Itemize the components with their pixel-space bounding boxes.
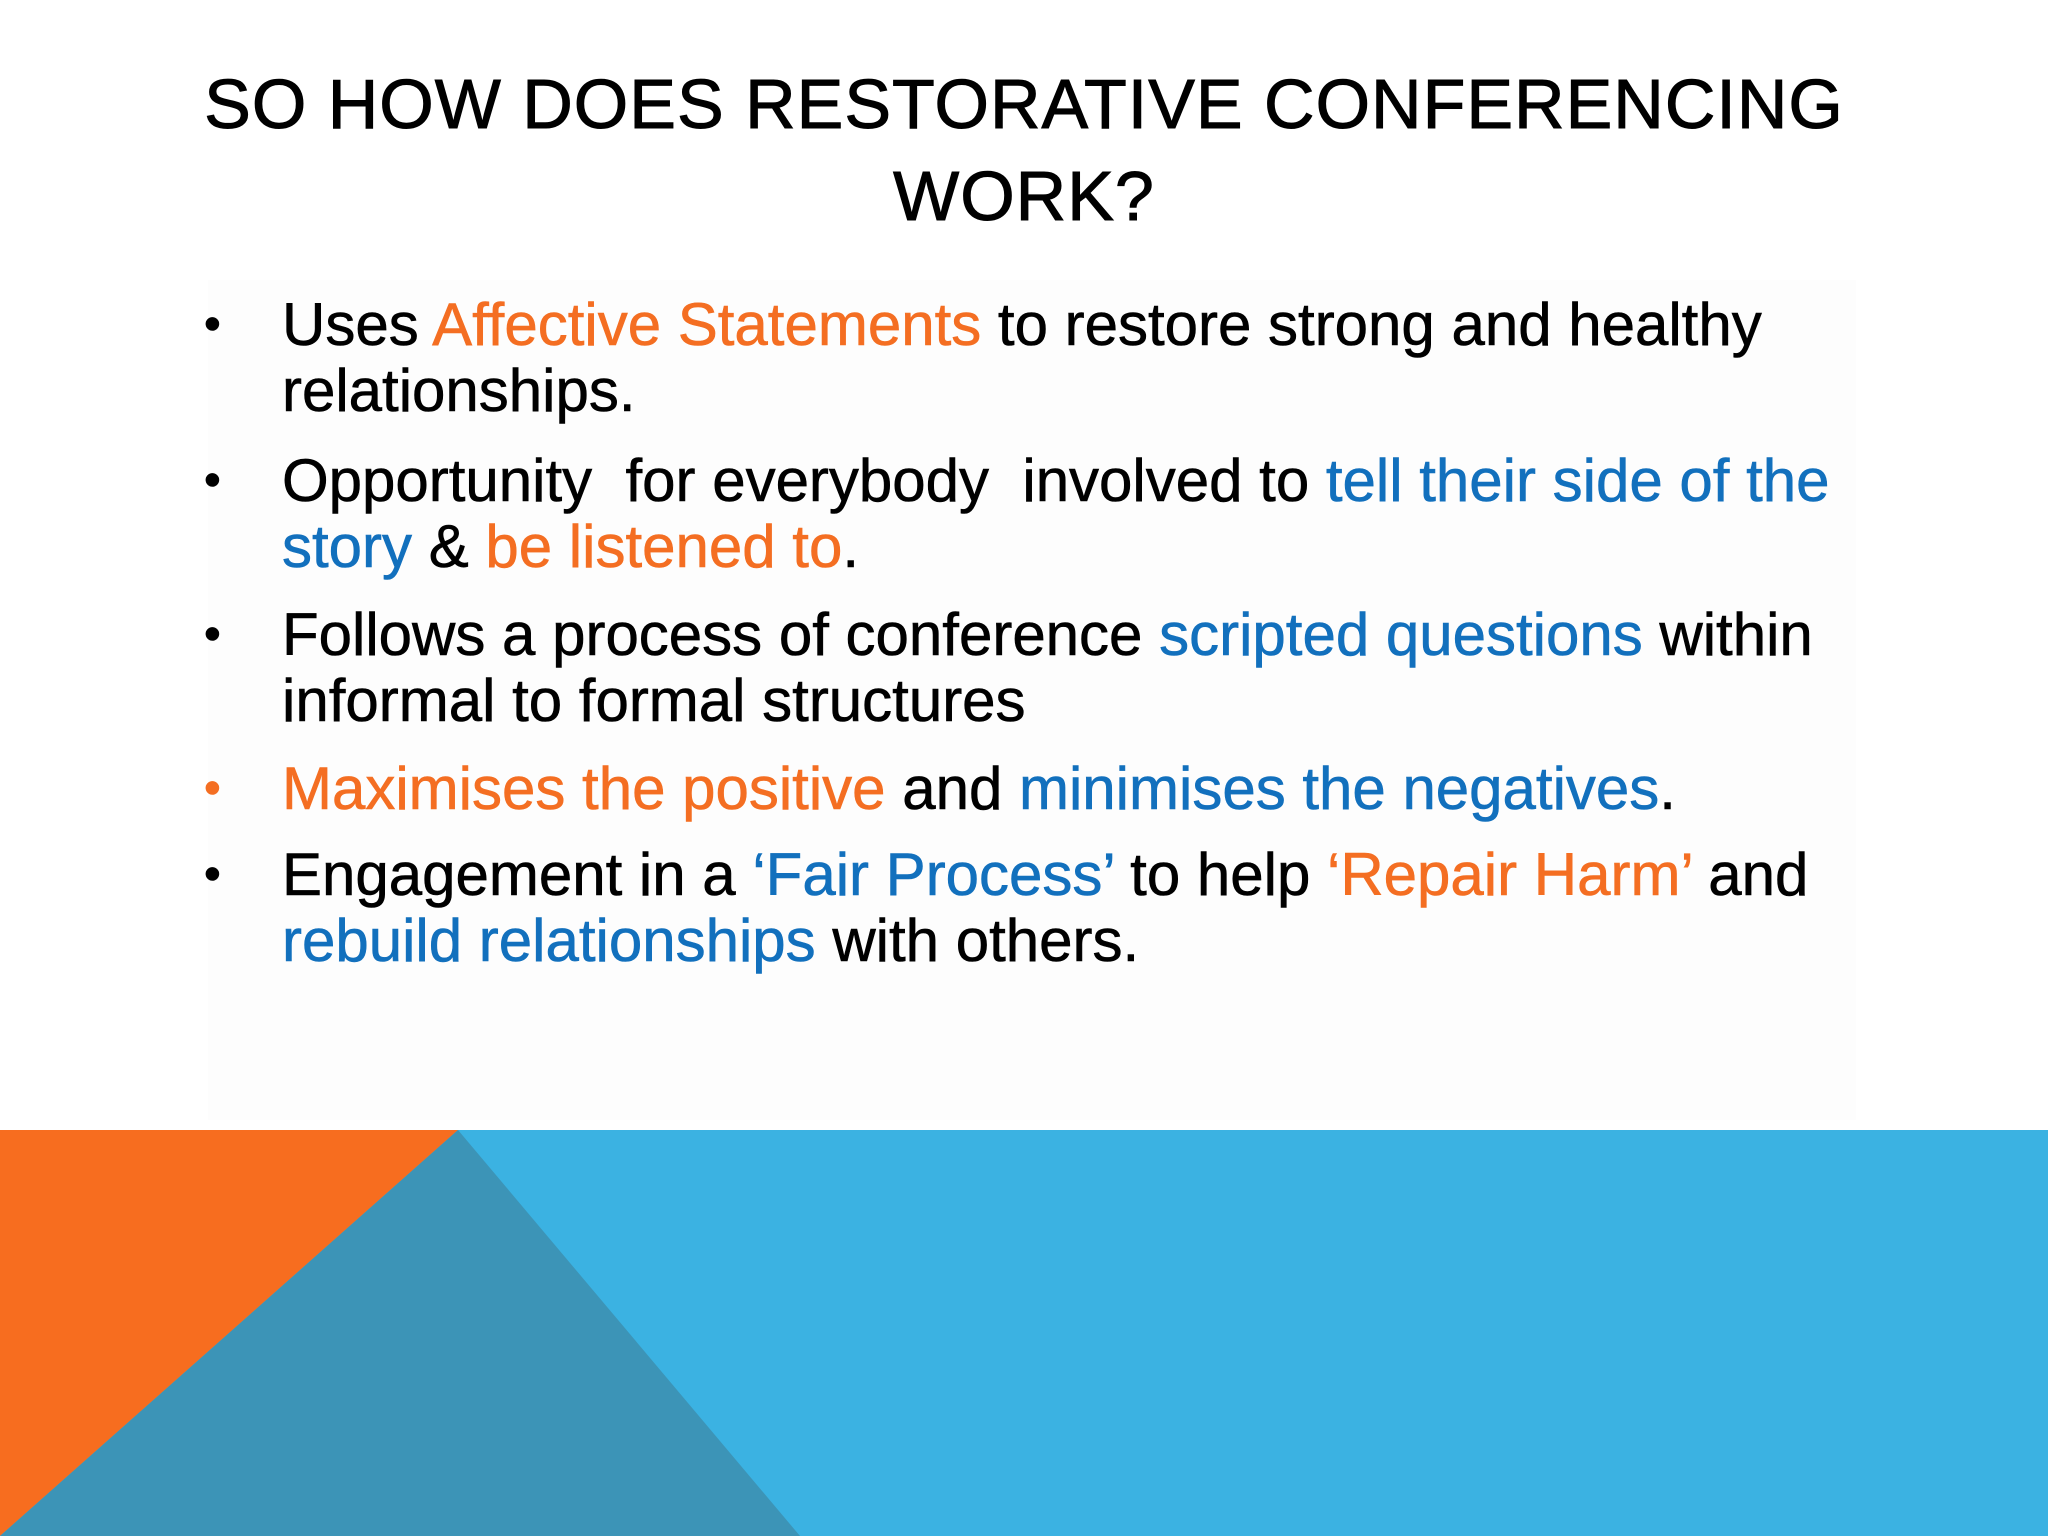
highlight-scripted-questions: scripted questions: [1159, 601, 1643, 668]
bullet-text-segment: Engagement in a: [282, 841, 753, 908]
bullet-text-segment: .: [1659, 755, 1676, 822]
highlight-fair-process: ‘Fair Process’: [752, 841, 1114, 908]
highlight-be-listened-to: be listened to: [485, 513, 843, 580]
bullet-dot: •: [204, 298, 221, 351]
bullet-text-segment: Uses: [282, 291, 433, 358]
bullet-text-segment: Follows a process of conference: [282, 601, 1160, 668]
bullet-text-segment: within informal to formal structures: [282, 601, 1813, 734]
highlight-rebuild-relationships: rebuild relationships: [282, 907, 816, 974]
bullet-dot: •: [204, 762, 221, 815]
slide-title: SO HOW DOES RESTORATIVE CONFERENCING WORK?: [204, 65, 1844, 235]
bullet-text-segment: and: [1691, 841, 1825, 908]
bullet-text-segment: &: [412, 513, 486, 580]
highlight-maximises-positive: Maximises the positive: [282, 755, 886, 822]
bullet-text-segment: to help: [1113, 841, 1328, 908]
highlight-affective-statements: Affective Statements: [432, 291, 982, 358]
highlight-repair-harm: ‘Repair Harm’: [1327, 841, 1692, 908]
bullet-text-segment: with others.: [815, 907, 1140, 974]
bullet-dot: •: [204, 454, 221, 507]
bullet-text-segment: to restore strong and healthy relationships.: [282, 291, 1762, 424]
highlight-minimises-negatives: minimises the negatives: [1019, 755, 1660, 822]
highlight-tell-their-side: tell their side of the story: [282, 447, 1830, 580]
bullet-text-segment: Opportunity for everybody involved to: [282, 447, 1326, 514]
bullet-dot: •: [204, 848, 221, 901]
bullet-text-segment: and: [885, 755, 1019, 822]
bullet-text-segment: .: [842, 513, 859, 580]
bullet-dot: •: [204, 608, 221, 661]
